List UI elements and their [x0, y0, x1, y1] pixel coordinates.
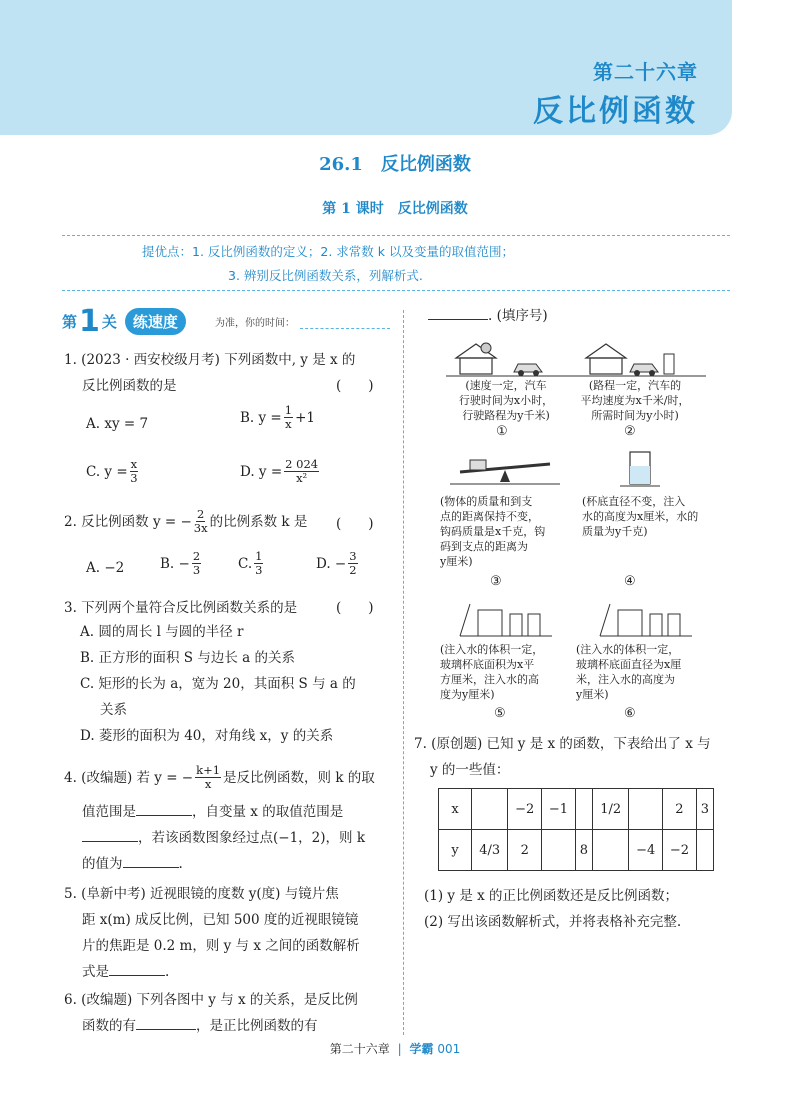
table-cell-y7[interactable]: −2: [663, 830, 697, 871]
fig2-wheel-b: [649, 370, 655, 376]
q2-fraction: [194, 508, 208, 535]
figure3-caption: (物体的质量和到支 点的距离保持不变， 钩码质量是x千克，钩 码到支点的距离为 y厘米): [440, 495, 546, 568]
q1-option-d: [240, 458, 321, 485]
q6-fill-hint: . (填序号): [488, 308, 548, 324]
q1-c-fraction: [130, 458, 139, 485]
figure1-caption: (速度一定，汽车 行驶时间为x小时， 行驶路程为y千米): [458, 379, 554, 422]
q1-stem-line2: 反比例函数的是: [82, 378, 177, 394]
page-footer: 第二十六章 | 学霸 001: [329, 1042, 461, 1056]
q6-line2: [82, 1016, 318, 1036]
table-cell-x1[interactable]: [472, 789, 508, 830]
q5-line4: [82, 962, 169, 982]
q1-d-prefix: D. y =: [240, 463, 283, 480]
fig1-wheel-b: [533, 370, 539, 376]
q2-c-den: 3: [255, 563, 263, 577]
q3-option-d: D. 菱形的面积为 40，对角线 x，y 的关系: [80, 728, 334, 744]
q4-prefix: 4. (改编题) 若 y = −: [64, 769, 194, 786]
q2-d-num: 3: [349, 549, 357, 563]
q4-line4-suffix: .: [178, 856, 183, 872]
q4-line2-prefix: 值范围是: [82, 804, 136, 820]
table-cell-x4[interactable]: [575, 789, 592, 830]
fig5-cup-c: [528, 614, 540, 636]
figure4-label: ④: [624, 574, 636, 589]
q7-value-table: [438, 788, 714, 871]
fig3-weight: [470, 460, 486, 470]
q1-stem-line1: 1. (2023 · 西安校级月考) 下列函数中, y 是 x 的: [64, 352, 356, 368]
q4-line4: [82, 854, 183, 874]
q1-b-den: x: [285, 417, 292, 431]
table-cell-y2[interactable]: 2: [508, 830, 542, 871]
table-cell-y1[interactable]: 4/3: [472, 830, 508, 871]
q2-option-c: [238, 550, 265, 577]
q2-b-num: 2: [192, 549, 201, 563]
q2-den: 3x: [193, 521, 208, 535]
q5-line2: 距 x(m) 成反比例，已知 500 度的近视眼镜镜: [82, 912, 359, 928]
fig6-cup-c: [668, 614, 680, 636]
q3-option-c-line2: 关系: [100, 702, 127, 718]
figure6-caption: (注入水的体积一定， 玻璃杯底面直径为x厘 米，注入水的高度为 y厘米): [576, 643, 682, 701]
q1-c-prefix: C. y =: [86, 463, 128, 480]
stage-name-pill: 练速度: [125, 308, 186, 335]
q2-option-d: [316, 550, 360, 577]
q4-line2: [82, 802, 343, 822]
q1-option-a: A. xy = 7: [86, 416, 149, 432]
q7-subquestion1: (1) y 是 x 的正比例函数还是反比例函数；: [424, 888, 679, 904]
q2-d-fraction: [348, 550, 357, 577]
figure6-label: ⑥: [624, 706, 636, 721]
q2-c-prefix: C.: [238, 555, 253, 572]
footer-brand: 学霸: [409, 1042, 434, 1056]
fig2-wheel-a: [634, 370, 640, 376]
table-cell-y6[interactable]: −4: [629, 830, 663, 871]
q5-line1: 5. (阜新中考) 近视眼镜的度数 y(度) 与镜片焦: [64, 886, 339, 902]
q6-line2-prefix: 函数的有: [82, 1018, 136, 1034]
q2-c-fraction: [254, 550, 263, 577]
table-row-x: [439, 789, 714, 830]
q5-line3: 片的焦距是 0.2 m，则 y 与 x 之间的函数解析: [82, 938, 360, 954]
q5-line4-suffix: .: [165, 964, 170, 980]
q2-answer-paren: ( ): [336, 516, 374, 532]
stage-number: 1: [79, 303, 100, 339]
table-cell-y3[interactable]: [542, 830, 576, 871]
fig5-edge: [460, 604, 470, 636]
q3-stem: 3. 下列两个量符合反比例函数关系的是: [64, 600, 298, 616]
q2-num: 2: [197, 507, 205, 521]
fig2-house-roof: [586, 344, 626, 358]
key-points-line1: 提优点：1. 反比例函数的定义；2. 求常数 k 以及变量的取值范围；: [142, 244, 514, 259]
table-cell-x5[interactable]: 1/2: [592, 789, 628, 830]
q4-den: x: [204, 777, 212, 791]
q1-b-suffix: +1: [295, 409, 315, 426]
figure4-illustration: [620, 446, 660, 490]
lesson-title: 第 1 课时 反比例函数: [322, 201, 468, 217]
figure2-caption: (路程一定，汽车的 平均速度为x千米/时， 所需时间为y小时): [580, 379, 690, 422]
table-cell-y5[interactable]: [592, 830, 628, 871]
fig6-cup-a: [618, 610, 642, 636]
chapter-label: 第二十六章: [593, 60, 698, 84]
q4-num: k+1: [196, 763, 221, 777]
q1-d-num: 2 024: [285, 457, 319, 471]
table-header-x: x: [439, 789, 472, 830]
figure6-illustration: [596, 596, 696, 640]
q1-b-num: 1: [284, 403, 293, 417]
q6-blank-inverse[interactable]: [136, 1029, 196, 1030]
q4-blank-x-range[interactable]: [82, 841, 138, 842]
fig1-tree: [481, 343, 491, 353]
q3-option-a: A. 圆的周长 l 与圆的半径 r: [80, 624, 244, 640]
q4-line3-suffix: ，若该函数图象经过点(−1，2)，则 k: [138, 830, 365, 846]
q6-line2-suffix: ，是正比例函数的有: [196, 1018, 318, 1034]
q6-continuation: [428, 306, 548, 326]
q1-answer-paren: ( ): [336, 378, 374, 394]
figure1-label: ①: [496, 424, 508, 439]
table-cell-y8[interactable]: [696, 830, 713, 871]
table-header-y: y: [439, 830, 472, 871]
timer-label: 为准，你的时间：: [215, 318, 295, 329]
q4-blank-k-range[interactable]: [136, 815, 192, 816]
q4-fraction: [195, 764, 221, 791]
divider-top: [62, 235, 730, 236]
table-row-y: [439, 830, 714, 871]
q3-option-b: B. 正方形的面积 S 与边长 a 的关系: [80, 650, 295, 666]
q3-answer-paren: ( ): [336, 600, 374, 616]
figure2-label: ②: [624, 424, 636, 439]
q1-option-b: [240, 404, 315, 431]
q1-b-prefix: B. y =: [240, 409, 282, 426]
q2-stem-suffix: 的比例系数 k 是: [209, 513, 308, 530]
stage-prefix: 第: [62, 312, 78, 331]
q2-stem: [64, 508, 307, 535]
q2-option-a: A. −2: [86, 560, 125, 576]
q2-d-den: 2: [349, 563, 357, 577]
key-points-line2: 3. 辨别反比例函数关系，列解析式.: [228, 268, 423, 283]
q2-b-den: 3: [192, 563, 201, 577]
figure5-label: ⑤: [494, 706, 506, 721]
q4-line4-prefix: 的值为: [82, 856, 123, 872]
fig1-wheel-a: [518, 370, 524, 376]
divider-bottom: [62, 290, 730, 291]
q3-option-c-line1: C. 矩形的长为 a，宽为 20，其面积 S 与 a 的: [80, 676, 356, 692]
q2-b-prefix: B. −: [160, 555, 190, 572]
q5-blank-expression[interactable]: [109, 975, 165, 976]
figure2-illustration: [566, 338, 716, 378]
q1-c-den: 3: [130, 471, 138, 485]
fig2-house-body: [590, 358, 622, 374]
q4-blank-k-value[interactable]: [123, 867, 179, 868]
q1-d-den: x²: [296, 471, 308, 485]
figure3-label: ③: [490, 574, 502, 589]
fig6-edge: [600, 604, 610, 636]
q2-b-fraction: [192, 550, 201, 577]
section-title: 26.1 反比例函数: [319, 154, 471, 175]
q2-d-prefix: D. −: [316, 555, 347, 572]
fig4-water: [630, 466, 650, 484]
q5-line4-prefix: 式是: [82, 964, 109, 980]
q4-line2-suffix: ，自变量 x 的取值范围是: [192, 804, 344, 820]
q2-stem-prefix: 2. 反比例函数 y = −: [64, 513, 192, 530]
fig2-building: [664, 354, 674, 374]
q7-line2: y 的一些值：: [430, 762, 510, 778]
figure5-caption: (注入水的体积一定， 玻璃杯底面积为x平 方厘米，注入水的高 度为y厘米): [440, 643, 544, 701]
timer-line: [300, 328, 390, 329]
q4-line3: [82, 828, 365, 848]
stage-suffix: 关: [101, 312, 117, 331]
q1-b-fraction: [284, 404, 293, 431]
column-divider: [403, 310, 404, 1035]
table-cell-x8[interactable]: 3: [696, 789, 713, 830]
footer-page-number: 001: [437, 1042, 461, 1056]
q1-d-fraction: [284, 458, 319, 485]
fig1-house-body: [460, 358, 492, 374]
fig5-cup-a: [478, 610, 502, 636]
stage-badge: [62, 303, 186, 339]
figure3-illustration: [450, 450, 560, 490]
q7-subquestion2: (2) 写出该函数解析式，并将表格补充完整.: [424, 914, 682, 930]
fig5-cup-b: [510, 614, 522, 636]
chapter-title: 反比例函数: [533, 94, 698, 129]
figure1-illustration: [436, 338, 586, 378]
q4-line1: [64, 764, 375, 791]
q1-c-num: x: [130, 457, 138, 471]
q7-line1: 7. (原创题) 已知 y 是 x 的函数，下表给出了 x 与: [414, 736, 711, 752]
figure5-illustration: [456, 596, 556, 640]
q2-c-num: 1: [255, 549, 263, 563]
figure4-caption: (杯底直径不变，注入 水的高度为x厘米，水的 质量为y千克): [582, 495, 699, 538]
table-cell-x3[interactable]: −1: [542, 789, 576, 830]
fig6-cup-b: [650, 614, 662, 636]
table-cell-x7[interactable]: 2: [663, 789, 697, 830]
q2-option-b: [160, 550, 203, 577]
q4-line1-suffix: 是反比例函数，则 k 的取: [223, 769, 375, 786]
table-cell-y4[interactable]: 8: [575, 830, 592, 871]
table-cell-x2[interactable]: −2: [508, 789, 542, 830]
table-cell-x6[interactable]: [629, 789, 663, 830]
fig3-fulcrum: [500, 470, 510, 482]
q6-blank-direct[interactable]: [428, 319, 488, 320]
q1-option-c: [86, 458, 140, 485]
q6-line1: 6. (改编题) 下列各图中 y 与 x 的关系，是反比例: [64, 992, 358, 1008]
footer-chapter: 第二十六章: [329, 1042, 390, 1056]
